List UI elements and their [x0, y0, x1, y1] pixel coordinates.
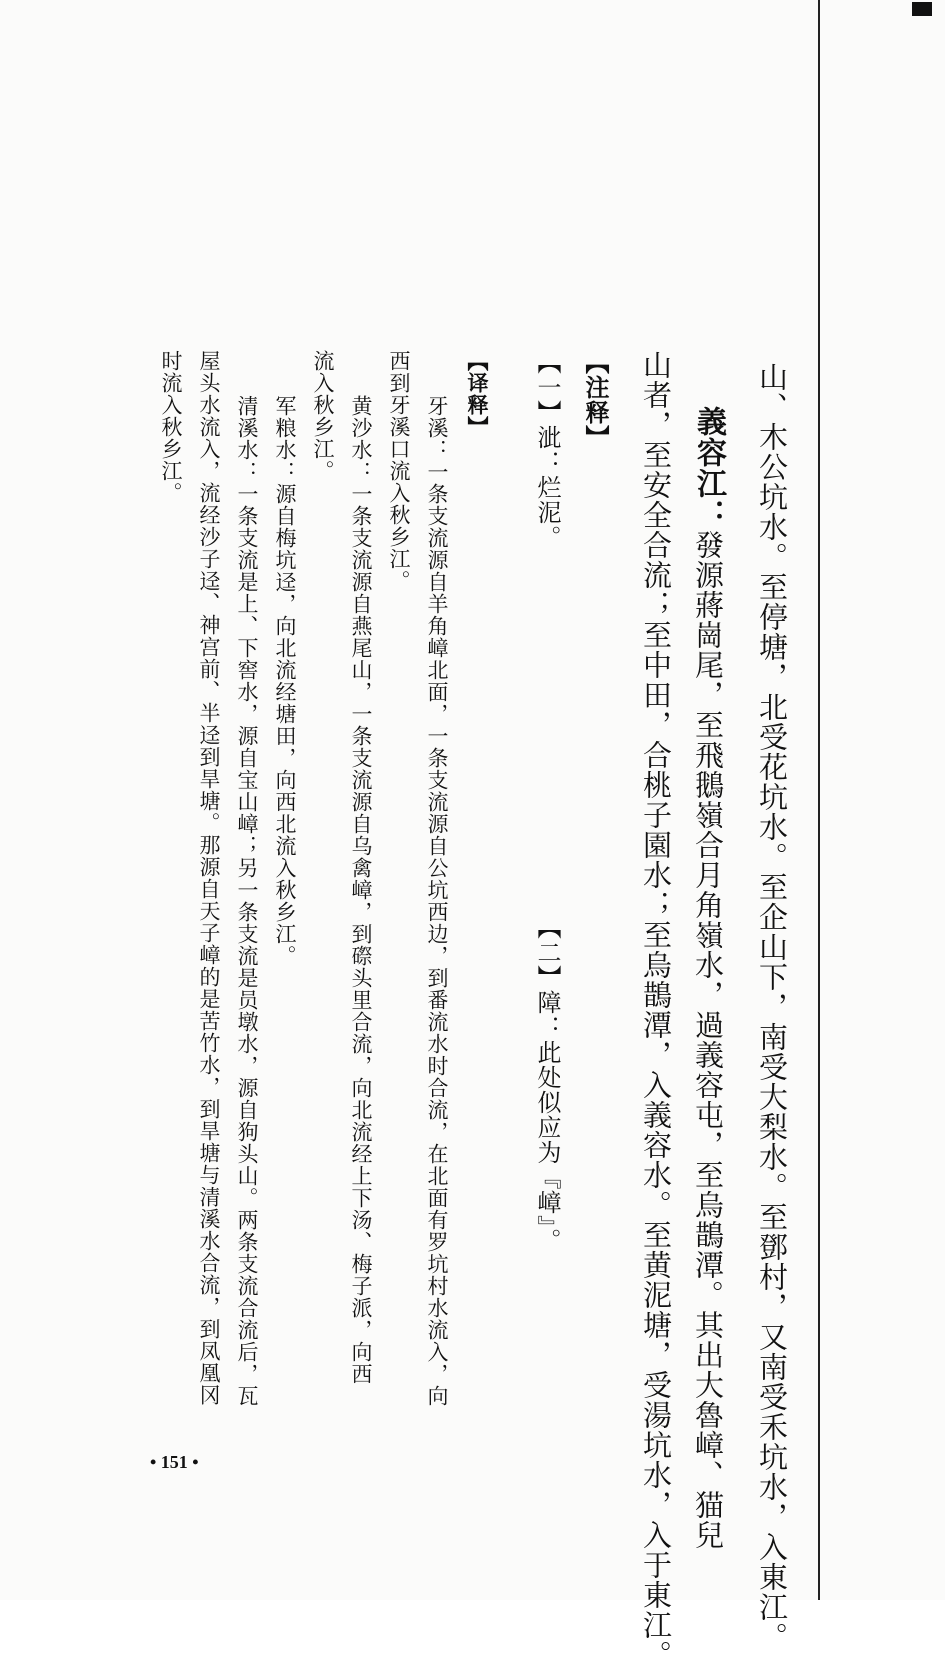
section-title: 義容江： — [691, 406, 726, 530]
main-text-column-3: 山者，至安全合流；至中田，合桃子園水；至烏鵲潭，入義容水。至黄泥塘，受湯坑水，入于東江。 — [639, 350, 673, 1670]
translation-line-5: 军粮水：源自梅坑迳，向北流经塘田，向西北流入秋乡江。 — [273, 395, 297, 967]
page-number: • 151 • — [150, 1452, 199, 1472]
translation-heading: 【译释】 — [465, 350, 490, 438]
scan-corner-mark — [912, 2, 932, 16]
translation-line-6: 清溪水：一条支流是上、下窖水，源自宝山嶂；另一条支流是员墩水，源自狗头山。两条支流合流后，瓦 — [235, 395, 259, 1407]
note-1: 【一】泚：烂泥。 — [533, 350, 561, 550]
main-text-column-2 — [686, 406, 730, 1550]
note-2: 【二】障：此处似应为『嶂』。 — [533, 915, 561, 1253]
translation-line-3: 黄沙水：一条支流源自燕尾山，一条支流源自乌禽嶂，到磜头里合流，向北流经上下汤、梅子派，向西 — [349, 395, 373, 1385]
main-text-column-1: 山、木公坑水。至停塘，北受花坑水。至企山下，南受大梨水。至鄧村，又南受禾坑水，入東江。 — [755, 362, 789, 1652]
translation-line-4: 流入秋乡江。 — [311, 350, 335, 482]
translation-line-1: 牙溪：一条支流源自羊角嶂北面，一条支流源自公坑西边，到番流水时合流，在北面有罗坑村水流入，向 — [425, 395, 449, 1407]
page-edge-line — [818, 0, 820, 1600]
translation-line-2: 西到牙溪口流入秋乡江。 — [387, 350, 411, 592]
notes-heading: 【注释】 — [581, 350, 610, 450]
main-text-column-2-body: 發源蔣崗尾，至飛鵝嶺合月角嶺水，過義容屯，至烏鵲潭。其出大魯嶂、猫兒 — [691, 530, 725, 1550]
translation-line-8: 时流入秋乡江。 — [159, 350, 183, 504]
translation-line-7: 屋头水流入，流经沙子迳、神宫前、半迳到旱塘。那源自天子嶂的是苦竹水，到旱塘与清溪水合流，到凤凰冈 — [197, 350, 221, 1406]
